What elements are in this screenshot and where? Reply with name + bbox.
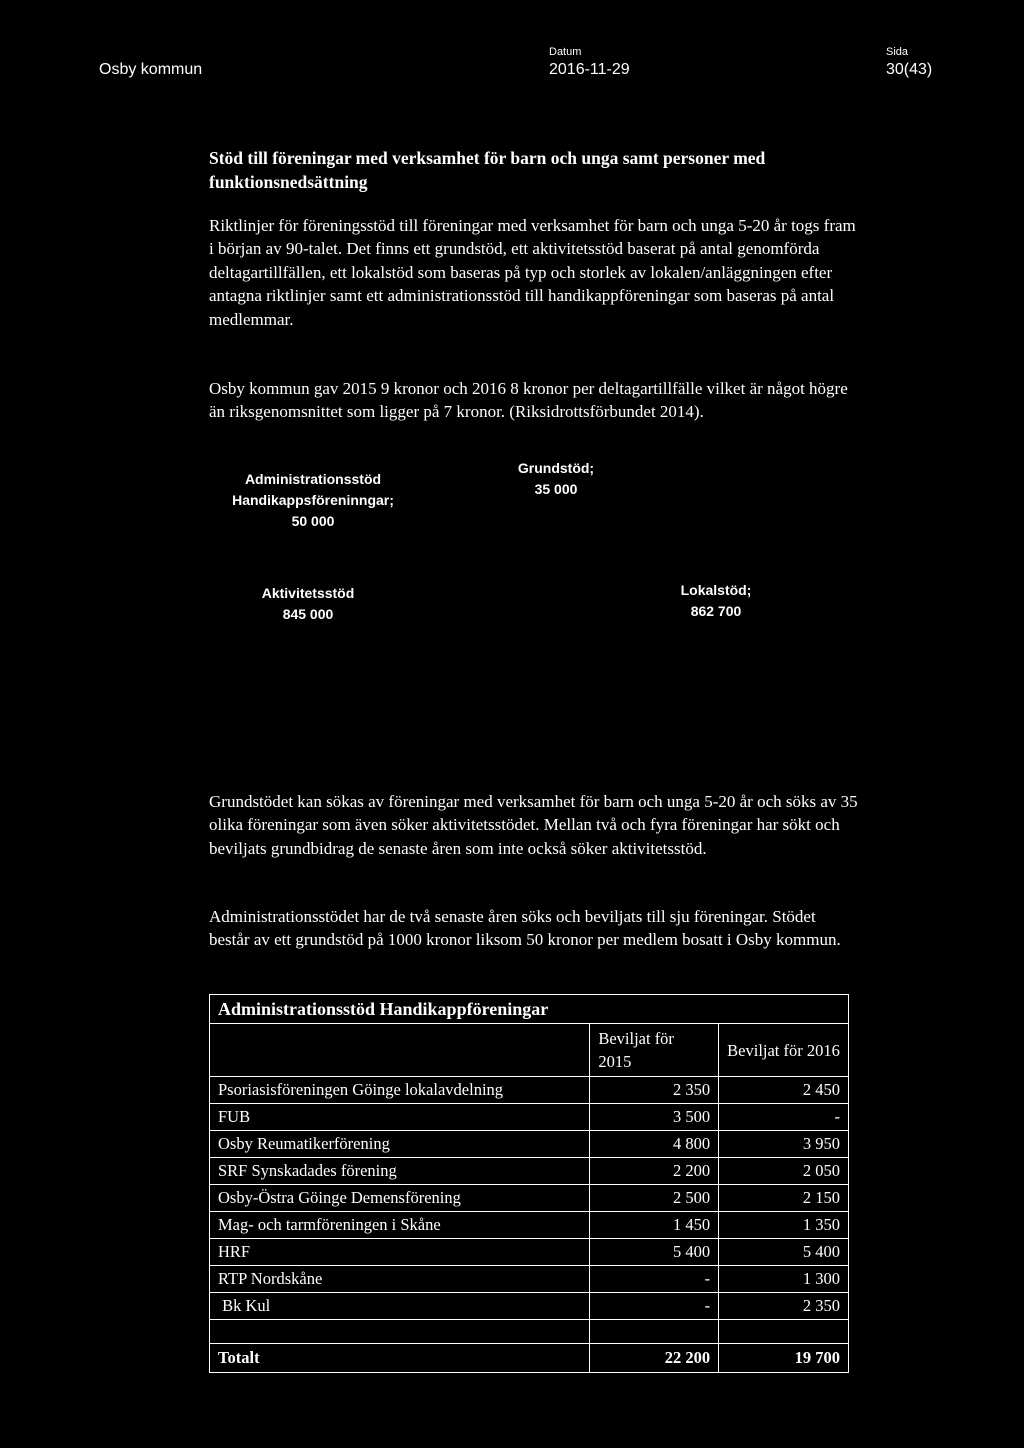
granted-2016: 2 450 — [719, 1077, 849, 1104]
association-name: SRF Synskadades förening — [210, 1158, 590, 1185]
chart-label-lokalstod-line1: Lokalstöd; — [680, 582, 752, 598]
table-header-empty — [210, 1024, 590, 1077]
table-row — [210, 1293, 849, 1320]
chart-label-grundstod-line1: Grundstöd; — [517, 460, 595, 476]
admin-support-table — [209, 994, 849, 1373]
association-name: FUB — [210, 1104, 590, 1131]
association-name: RTP Nordskåne — [210, 1266, 590, 1293]
association-name: HRF — [210, 1239, 590, 1266]
granted-2016: 3 950 — [719, 1131, 849, 1158]
table-caption-row — [210, 995, 849, 1024]
table-row — [210, 1158, 849, 1185]
total-label: Totalt — [210, 1344, 590, 1373]
granted-2016: 1 350 — [719, 1212, 849, 1239]
granted-2015: 4 800 — [590, 1131, 719, 1158]
spacer-cell — [210, 1320, 590, 1344]
paragraph-guidelines: Riktlinjer för föreningsstöd till föreningar med verksamhet för barn och unga 5-20 år togs fram i början av 90-talet. Det finns ett grundstöd, ett aktivitetsstöd baserat på antal genomförda deltagartillfällen, ett lokalstöd som baseras på typ och storlek av lokalen/anläggningen efter antagna riktlinjer samt ett administrationsstöd till handikappföreningar som baseras på antal medlemmar. — [209, 216, 856, 329]
granted-2016: 5 400 — [719, 1239, 849, 1266]
table-row — [210, 1131, 849, 1158]
granted-2015: - — [590, 1293, 719, 1320]
total-2015: 22 200 — [590, 1344, 719, 1373]
table-spacer-row — [210, 1320, 849, 1344]
section-title: Stöd till föreningar med verksamhet för barn och unga samt personer med funktionsnedsättning — [209, 148, 766, 192]
granted-2015: 3 500 — [590, 1104, 719, 1131]
paragraph-administrationsstod: Administrationsstödet har de två senaste åren söks och beviljats till sju föreningar. Stödet består av ett grundstöd på 1000 kronor liksom 50 kronor per medlem bosatt i Osby kommun. — [209, 907, 841, 950]
granted-2016: 2 350 — [719, 1293, 849, 1320]
chart-label-aktivitetsstod-value: 845 000 — [282, 606, 334, 622]
association-name: Bk Kul — [210, 1293, 590, 1320]
chart-label-grundstod-value: 35 000 — [534, 481, 578, 497]
table-header-2016: Beviljat för 2016 — [719, 1024, 849, 1077]
chart-label-admin — [198, 469, 428, 532]
table-header-row — [210, 1024, 849, 1077]
chart-label-admin-value: 50 000 — [291, 513, 335, 529]
chart-label-admin-line2: Handikappsföreninngar; — [232, 492, 394, 508]
spacer-cell — [590, 1320, 719, 1344]
table-total-row — [210, 1344, 849, 1373]
granted-2016: 2 150 — [719, 1185, 849, 1212]
chart-label-aktivitetsstod-line1: Aktivitetsstöd — [261, 585, 355, 601]
association-name: Osby-Östra Göinge Demensförening — [210, 1185, 590, 1212]
chart-label-admin-line1: Administrationsstöd — [244, 471, 382, 487]
paragraph-participation-rate: Osby kommun gav 2015 9 kronor och 2016 8 kronor per deltagartillfälle vilket är något högre än riksgenomsnittet som ligger på 7 kronor. (Riksidrottsförbundet 2014). — [209, 379, 848, 422]
chart-label-grundstod — [496, 458, 616, 500]
table-row — [210, 1239, 849, 1266]
granted-2015: 2 500 — [590, 1185, 719, 1212]
table-row — [210, 1185, 849, 1212]
table-header-2015: Beviljat för 2015 — [590, 1024, 719, 1077]
page-label: Sida — [886, 46, 909, 58]
table-row — [210, 1266, 849, 1293]
table-row — [210, 1077, 849, 1104]
table-row — [210, 1212, 849, 1239]
total-2016: 19 700 — [719, 1344, 849, 1373]
document-date: 2016-11-29 — [549, 61, 630, 78]
granted-2015: 5 400 — [590, 1239, 719, 1266]
paragraph-grundstod: Grundstödet kan sökas av föreningar med verksamhet för barn och unga 5-20 år och söks av 35 olika föreningar som även söker aktivitetsstödet. Mellan två och fyra föreningar har sökt och beviljats grundbidrag de senaste åren som inte också söker aktivitetsstöd. — [209, 792, 858, 858]
granted-2016: 1 300 — [719, 1266, 849, 1293]
date-label: Datum — [549, 46, 582, 58]
granted-2016: - — [719, 1104, 849, 1131]
chart-label-lokalstod-value: 862 700 — [690, 603, 742, 619]
granted-2016: 2 050 — [719, 1158, 849, 1185]
page-number: 30(43) — [886, 61, 933, 78]
chart-label-aktivitetsstod — [238, 583, 378, 625]
table-row — [210, 1104, 849, 1131]
spacer-cell — [719, 1320, 849, 1344]
granted-2015: 1 450 — [590, 1212, 719, 1239]
association-name: Mag- och tarmföreningen i Skåne — [210, 1212, 590, 1239]
association-name: Osby Reumatikerförening — [210, 1131, 590, 1158]
chart-label-lokalstod — [656, 580, 776, 622]
granted-2015: 2 350 — [590, 1077, 719, 1104]
organization-name: Osby kommun — [99, 61, 203, 78]
table-caption: Administrationsstöd Handikappföreningar — [210, 995, 849, 1024]
association-name: Psoriasisföreningen Göinge lokalavdelning — [210, 1077, 590, 1104]
granted-2015: 2 200 — [590, 1158, 719, 1185]
granted-2015: - — [590, 1266, 719, 1293]
